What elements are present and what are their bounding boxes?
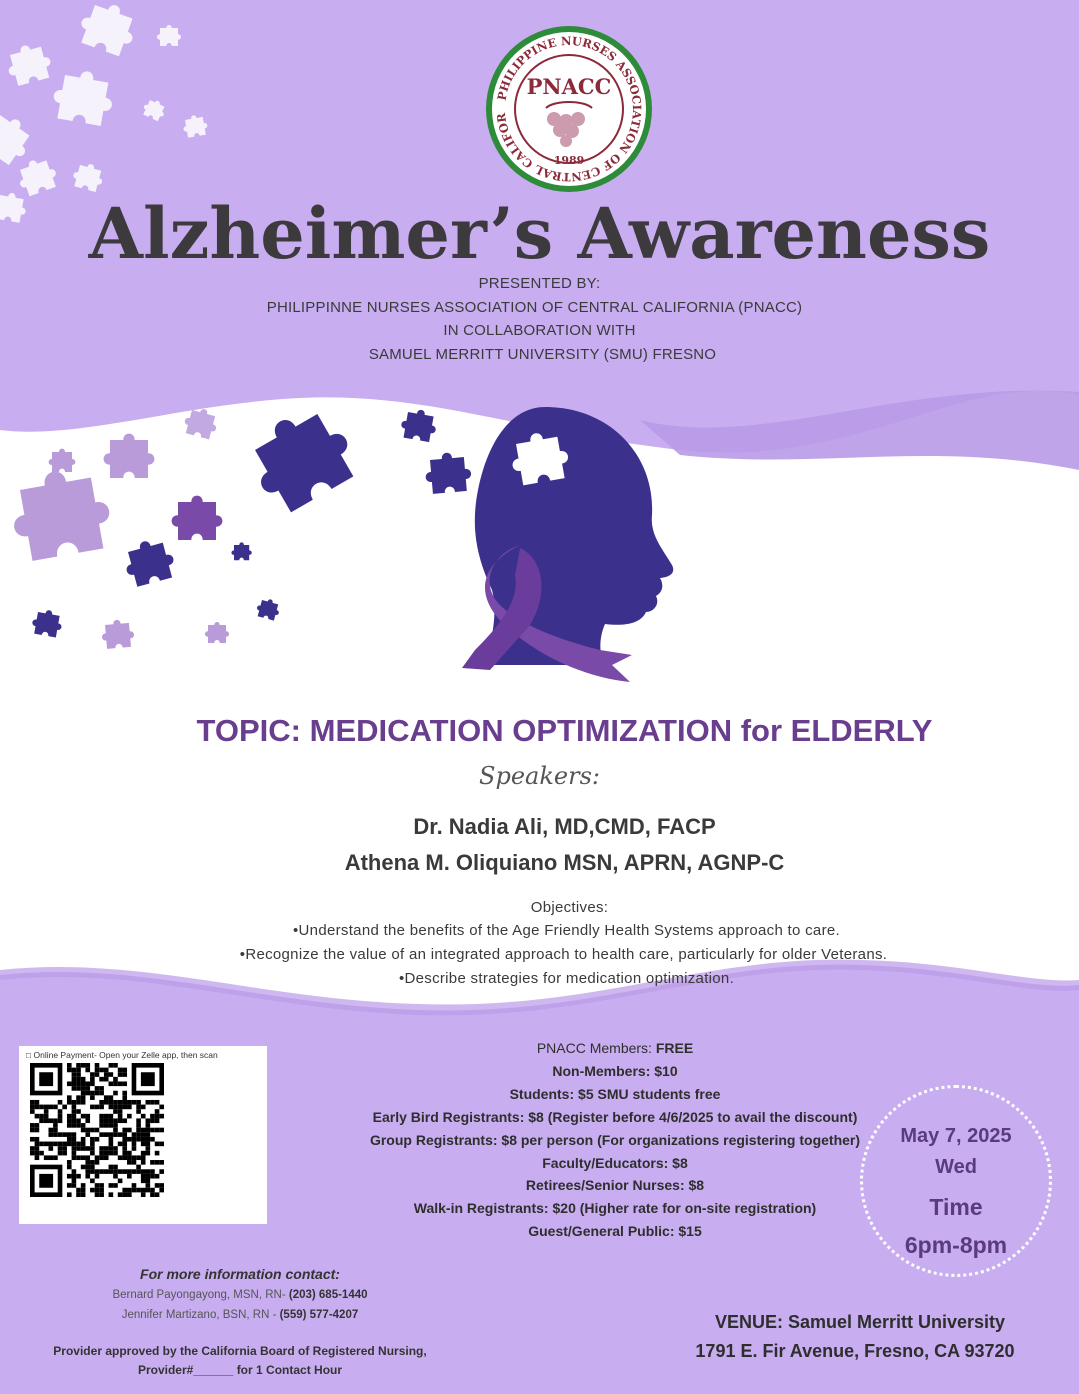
contact-person: [40, 1289, 440, 1301]
speaker-2: Athena M. Oliquiano MSN, APRN, AGNP-C: [344, 850, 785, 875]
pricing-label: Retirees/Senior Nurses:: [525, 1177, 689, 1193]
contact-name: Bernard Payongayong, MSN, RN-: [112, 1289, 289, 1301]
organization-line: PHILIPPINNE NURSES ASSOCIATION OF CENTRAL CALIFORNIA (PNACC): [266, 299, 803, 316]
venue-address: 1791 E. Fir Avenue, Fresno, CA 93720: [695, 1341, 1015, 1361]
pricing-value: $15: [678, 1223, 702, 1239]
logo-initials: PNACC: [526, 74, 612, 99]
event-day: Wed: [935, 1156, 977, 1178]
contact-heading: For more information contact:: [140, 1266, 340, 1282]
objective-item: •Recognize the value of an integrated approach to health care, particularly for older Veterans.: [239, 946, 888, 963]
presented-by: PRESENTED BY:: [478, 275, 601, 292]
pricing-label: Students:: [509, 1086, 579, 1102]
topic-heading: TOPIC: MEDICATION OPTIMIZATION for ELDERLY: [196, 713, 933, 748]
pricing-label: Group Registrants:: [369, 1132, 502, 1148]
pricing-row: [230, 1040, 1000, 1056]
pricing-value: $8: [672, 1155, 688, 1171]
collaboration-line: IN COLLABORATION WITH: [443, 322, 636, 339]
pricing-value: $8: [688, 1177, 705, 1193]
logo-year: 1989: [553, 154, 585, 167]
pricing-value: $20 (Higher rate for on-site registration): [552, 1200, 817, 1216]
pricing-label: Faculty/Educators:: [542, 1155, 673, 1171]
logo-arc-text: PHILIPPINE NURSES ASSOCIATION OF CENTRAL CALIFOR: [494, 33, 645, 185]
provider-line-2: Provider#______ for 1 Contact Hour: [137, 1363, 343, 1377]
payment-note: □ Online Payment- Open your Zelle app, then scan: [26, 1050, 218, 1060]
pricing-value: $8 per person (For organizations registering together): [501, 1132, 861, 1148]
pricing-label: Walk-in Registrants:: [413, 1200, 553, 1216]
contact-name: Jennifer Martizano, BSN, RN -: [121, 1309, 280, 1321]
pricing-value: $10: [654, 1063, 678, 1079]
pnacc-logo: [484, 24, 654, 194]
pricing-label: Non-Members:: [552, 1063, 655, 1079]
puzzle-piece-icon: [6, 397, 473, 649]
contact-phone[interactable]: (203) 685-1440: [288, 1289, 368, 1301]
event-time: 6pm-8pm: [904, 1232, 1008, 1258]
pricing-label: Early Bird Registrants:: [372, 1109, 529, 1125]
objective-item: •Understand the benefits of the Age Friendly Health Systems approach to care.: [293, 922, 840, 939]
event-time-label: Time: [929, 1194, 983, 1220]
contact-person: [40, 1309, 440, 1321]
speaker-1: Dr. Nadia Ali, MD,CMD, FACP: [413, 814, 716, 839]
pricing-row: [230, 1086, 1000, 1102]
pricing-label: Guest/General Public:: [528, 1223, 679, 1239]
venue-name: VENUE: Samuel Merritt University: [714, 1312, 1006, 1332]
zelle-qr-code[interactable]: [30, 1063, 164, 1197]
speakers-heading: Speakers:: [479, 762, 600, 790]
pricing-value: $8 (Register before 4/6/2025 to avail the discount): [528, 1109, 858, 1125]
contact-phone[interactable]: (559) 577-4207: [279, 1309, 359, 1321]
pricing-value: FREE: [655, 1040, 694, 1056]
partner-line: SAMUEL MERRITT UNIVERSITY (SMU) FRESNO: [368, 346, 717, 363]
pricing-row: [230, 1063, 1000, 1079]
provider-line-1: Provider approved by the California Board of Registered Nursing,: [53, 1344, 427, 1358]
objective-item: •Describe strategies for medication optimization.: [398, 970, 735, 987]
page-title: Alzheimer’s Awareness: [88, 192, 991, 275]
event-date: May 7, 2025: [900, 1125, 1012, 1147]
objectives-heading: Objectives:: [530, 899, 609, 916]
pricing-value: $5 SMU students free: [578, 1086, 721, 1102]
pricing-label: PNACC Members:: [536, 1040, 656, 1056]
